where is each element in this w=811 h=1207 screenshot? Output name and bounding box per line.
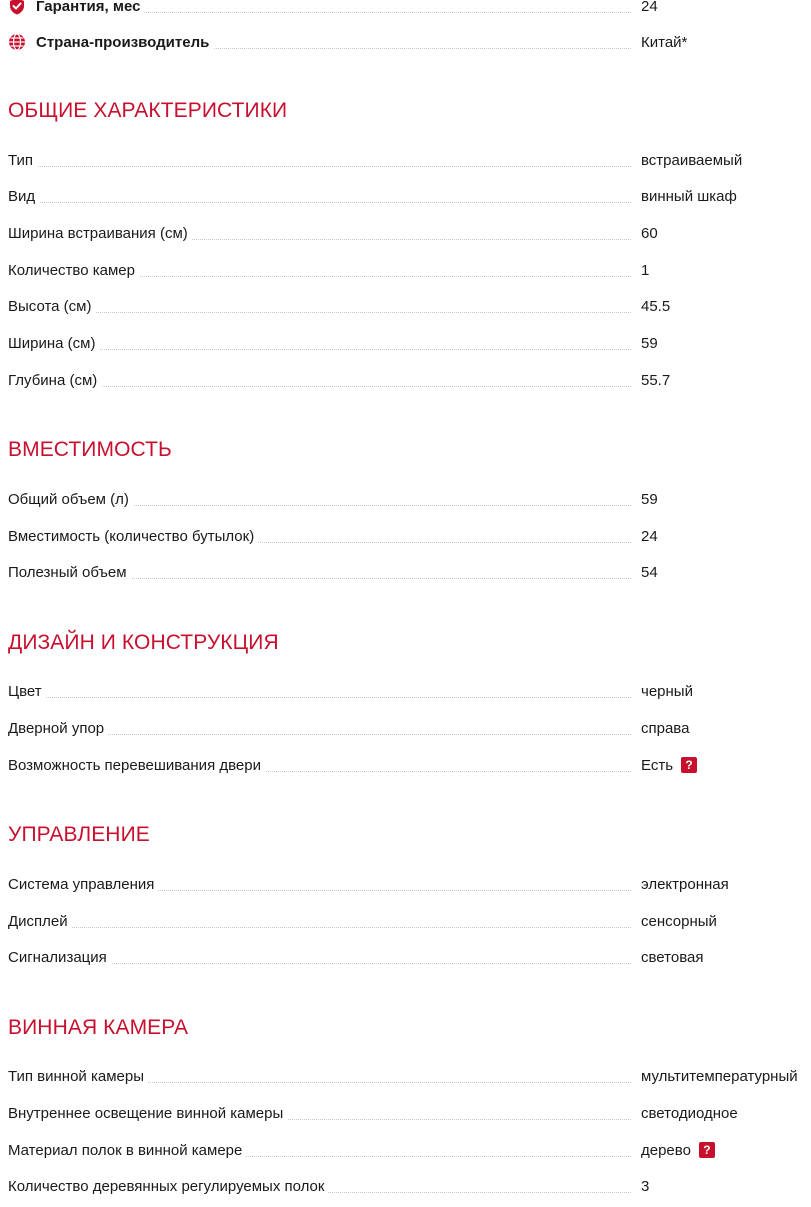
section-title-capacity: ВМЕСТИМОСТЬ: [8, 438, 172, 461]
globe-icon: [8, 33, 26, 51]
spec-label: Общий объем (л): [8, 491, 133, 509]
spec-label: Вид: [8, 188, 39, 206]
spec-label: Ширина (см): [8, 335, 99, 353]
spec-label: Ширина встраивания (см): [8, 225, 192, 243]
spec-value: винный шкаф: [641, 188, 737, 205]
spec-row: [8, 948, 811, 970]
spec-row: [8, 756, 811, 778]
spec-row: [8, 297, 811, 319]
spec-value: электронная: [641, 876, 729, 893]
spec-row: [8, 1177, 811, 1199]
spec-label: Тип винной камеры: [8, 1068, 148, 1086]
spec-row: [8, 875, 811, 897]
spec-label: Материал полок в винной камере: [8, 1142, 246, 1160]
spec-value: 55.7: [641, 372, 671, 389]
spec-row: [8, 371, 811, 393]
spec-value: Есть: [641, 757, 674, 774]
spec-row: [8, 719, 811, 741]
spec-label: Количество деревянных регулируемых полок: [8, 1178, 328, 1196]
spec-label: Страна-производитель: [36, 34, 213, 52]
spec-label: Гарантия, мес: [36, 0, 144, 16]
spec-value: светодиодное: [641, 1105, 738, 1122]
spec-value: 3: [641, 1178, 650, 1195]
dotted-leader: [38, 312, 631, 313]
spec-value: сенсорный: [641, 913, 717, 930]
spec-label: Дисплей: [8, 913, 72, 931]
help-icon[interactable]: ?: [699, 1142, 715, 1158]
dotted-leader: [38, 386, 631, 387]
spec-row: [8, 527, 811, 549]
spec-value: 24: [641, 0, 658, 15]
help-icon[interactable]: ?: [681, 757, 697, 773]
spec-row: [8, 151, 811, 173]
dotted-leader: [38, 927, 631, 928]
spec-row-country: [8, 33, 811, 55]
spec-row-warranty: [8, 0, 811, 19]
spec-value: черный: [641, 683, 693, 700]
spec-row: [8, 682, 811, 704]
spec-row: [8, 187, 811, 209]
spec-row: [8, 224, 811, 246]
section-title-design: ДИЗАЙН И КОНСТРУКЦИЯ: [8, 631, 279, 654]
spec-row: [8, 490, 811, 512]
spec-row: [8, 1104, 811, 1126]
spec-value: 59: [641, 335, 658, 352]
spec-value: 24: [641, 528, 658, 545]
spec-label: Дверной упор: [8, 720, 108, 738]
spec-value: мультитемпературный: [641, 1068, 798, 1085]
dotted-leader: [38, 202, 631, 203]
spec-label: Полезный объем: [8, 564, 131, 582]
spec-label: Глубина (см): [8, 372, 101, 390]
spec-label: Сигнализация: [8, 949, 111, 967]
spec-row: [8, 334, 811, 356]
spec-value: 45.5: [641, 298, 671, 315]
dotted-leader: [38, 734, 631, 735]
spec-value-with-help: [641, 757, 697, 775]
shield-check-icon: [8, 0, 26, 15]
dotted-leader: [38, 349, 631, 350]
spec-value: справа: [641, 720, 690, 737]
spec-row: [8, 1067, 811, 1089]
spec-label: Система управления: [8, 876, 158, 894]
spec-label: Количество камер: [8, 262, 139, 280]
spec-value: 54: [641, 564, 658, 581]
spec-label: Вместимость (количество бутылок): [8, 528, 258, 546]
dotted-leader: [38, 697, 631, 698]
spec-value: световая: [641, 949, 704, 966]
spec-label: Высота (см): [8, 298, 95, 316]
spec-label: Возможность перевешивания двери: [8, 757, 265, 775]
section-title-wine-chamber: ВИННАЯ КАМЕРА: [8, 1016, 189, 1039]
spec-label: Внутреннее освещение винной камеры: [8, 1105, 287, 1123]
spec-value: 59: [641, 491, 658, 508]
section-title-general: ОБЩИЕ ХАРАКТЕРИСТИКИ: [8, 99, 288, 122]
spec-row: [8, 912, 811, 934]
spec-value: встраиваемый: [641, 152, 743, 169]
spec-value: 60: [641, 225, 658, 242]
spec-label: Тип: [8, 152, 37, 170]
spec-value: 1: [641, 262, 650, 279]
spec-row: [8, 261, 811, 283]
spec-value: Китай*: [641, 34, 688, 51]
spec-row: [8, 1141, 811, 1163]
dotted-leader: [38, 166, 631, 167]
spec-label: Цвет: [8, 683, 46, 701]
dotted-leader: [38, 963, 631, 964]
section-title-control: УПРАВЛЕНИЕ: [8, 823, 150, 846]
spec-value-with-help: [641, 1142, 715, 1160]
spec-value: дерево: [641, 1142, 691, 1159]
spec-row: [8, 563, 811, 585]
